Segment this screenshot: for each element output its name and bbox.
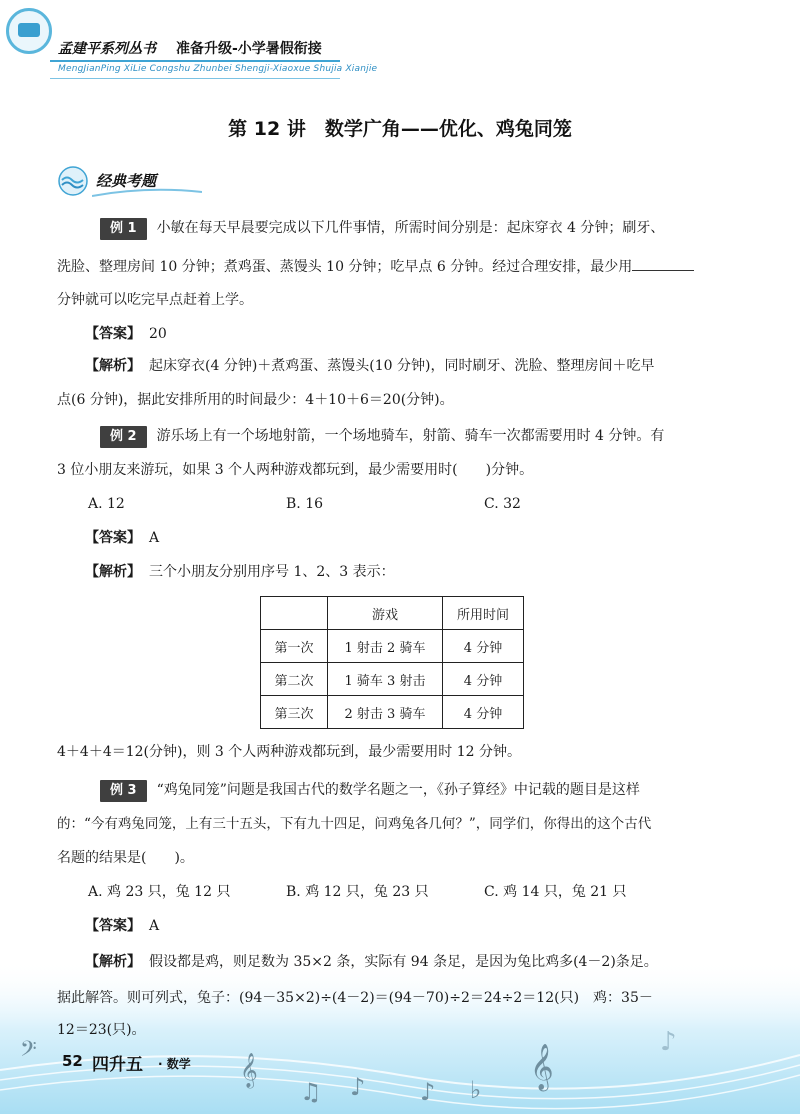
example-2-option-b: B. 16	[286, 496, 324, 512]
example-2-option-c: C. 32	[484, 496, 521, 512]
example-1-question-line-2: 洗脸、整理房间 10 分钟；煮鸡蛋、蒸馒头 10 分钟；吃早点 6 分钟。经过合理安排，最少用	[57, 256, 694, 277]
header-rule	[50, 60, 340, 62]
example-3-question-line-3: 名题的结果是( )。	[57, 850, 194, 866]
svg-text:♭: ♭	[470, 1076, 482, 1104]
book-icon	[18, 23, 40, 37]
svg-text:♪: ♪	[420, 1078, 436, 1106]
series-logo	[6, 8, 52, 54]
schedule-table	[260, 596, 524, 729]
example-3-analysis-line-1: 【解析】 假设都是鸡，则足数为 35×2 条，实际有 94 条足，是因为兔比鸡多(4－2)条足。	[85, 954, 658, 970]
wave-icon	[58, 166, 88, 196]
example-1-label: 例 1	[100, 218, 147, 240]
table-row: 第三次 2 射击 3 骑车 4 分钟	[261, 696, 524, 729]
example-1-question-line-1: 例 1 小敏在每天早晨要完成以下几件事情，所需时间分别是：起床穿衣 4 分钟；刷牙、	[100, 218, 664, 240]
table-row: 第二次 1 骑车 3 射击 4 分钟	[261, 663, 524, 696]
answer-blank	[632, 256, 694, 271]
header-rule-2	[50, 78, 340, 79]
example-2-label: 例 2	[100, 426, 147, 448]
footer-subject: · 数学	[158, 1057, 191, 1071]
example-1-analysis-line-1: 【解析】 起床穿衣(4 分钟)＋煮鸡蛋、蒸馒头(10 分钟)，同时刷牙、洗脸、整理房间＋吃早	[85, 358, 655, 374]
example-2-conclusion: 4＋4＋4＝12(分钟)，则 3 个人两种游戏都玩到，最少需要用时 12 分钟。	[57, 744, 521, 760]
example-3-label: 例 3	[100, 780, 147, 802]
example-3-answer: 【答案】 A	[85, 918, 160, 934]
series-subtitle: 准备升级-小学暑假衔接	[176, 41, 322, 57]
example-1-answer: 【答案】 20	[85, 326, 167, 342]
example-1-analysis-line-2: 点(6 分钟)，据此安排所用的时间最少：4＋10＋6＝20(分钟)。	[57, 392, 454, 408]
example-3-analysis-line-2: 据此解答。则可列式，兔子：(94－35×2)÷(4－2)＝(94－70)÷2＝24÷2＝12(只) 鸡：35－	[57, 990, 653, 1006]
example-3-option-c: C. 鸡 14 只，兔 21 只	[484, 884, 627, 900]
svg-text:♫: ♫	[300, 1078, 322, 1106]
example-1-question-line-3: 分钟就可以吃完早点赶着上学。	[57, 292, 253, 308]
page-number: 52	[62, 1052, 83, 1070]
example-3-question-line-1: 例 3 “鸡兔同笼”问题是我国古代的数学名题之一，《孙子算经》中记载的题目是这样	[100, 780, 640, 802]
svg-text:𝄞: 𝄞	[530, 1044, 554, 1090]
example-2-question-line-2: 3 位小朋友来游玩，如果 3 个人两种游戏都玩到，最少需要用时( )分钟。	[57, 462, 534, 478]
example-2-question-line-1: 例 2 游乐场上有一个场地射箭，一个场地骑车，射箭、骑车一次都需要用时 4 分钟。有	[100, 426, 664, 448]
example-3-option-a: A. 鸡 23 只，兔 12 只	[88, 884, 231, 900]
example-2-answer: 【答案】 A	[85, 530, 160, 546]
example-3-analysis-line-3: 12＝23(只)。	[57, 1022, 146, 1038]
example-2-analysis-intro: 【解析】 三个小朋友分别用序号 1、2、3 表示：	[85, 564, 395, 580]
header-pinyin: MengJianPing XiLie Congshu Zhunbei Shengji-Xiaoxue Shujia Xianjie	[58, 64, 378, 74]
svg-text:♪: ♪	[350, 1073, 366, 1101]
example-3-question-line-2: 的：“今有鸡兔同笼，上有三十五头，下有九十四足，问鸡兔各几何？”，同学们，你得出的这个古代	[57, 816, 652, 832]
series-title: 孟建平系列丛书	[58, 41, 156, 57]
table-row: 第一次 1 射击 2 骑车 4 分钟	[261, 630, 524, 663]
lesson-title: 第 12 讲 数学广角——优化、鸡兔同笼	[228, 118, 572, 140]
example-3-option-b: B. 鸡 12 只，兔 23 只	[286, 884, 429, 900]
example-2-option-a: A. 12	[88, 496, 125, 512]
footer-brand: 四升五	[92, 1055, 143, 1075]
svg-text:𝄢: 𝄢	[20, 1037, 37, 1067]
svg-text:𝄞: 𝄞	[240, 1053, 258, 1088]
table-header-row: 游戏 所用时间	[261, 597, 524, 630]
section-underline	[92, 188, 202, 198]
section-title: 经典考题	[96, 172, 157, 190]
svg-text:♪: ♪	[660, 1027, 677, 1057]
